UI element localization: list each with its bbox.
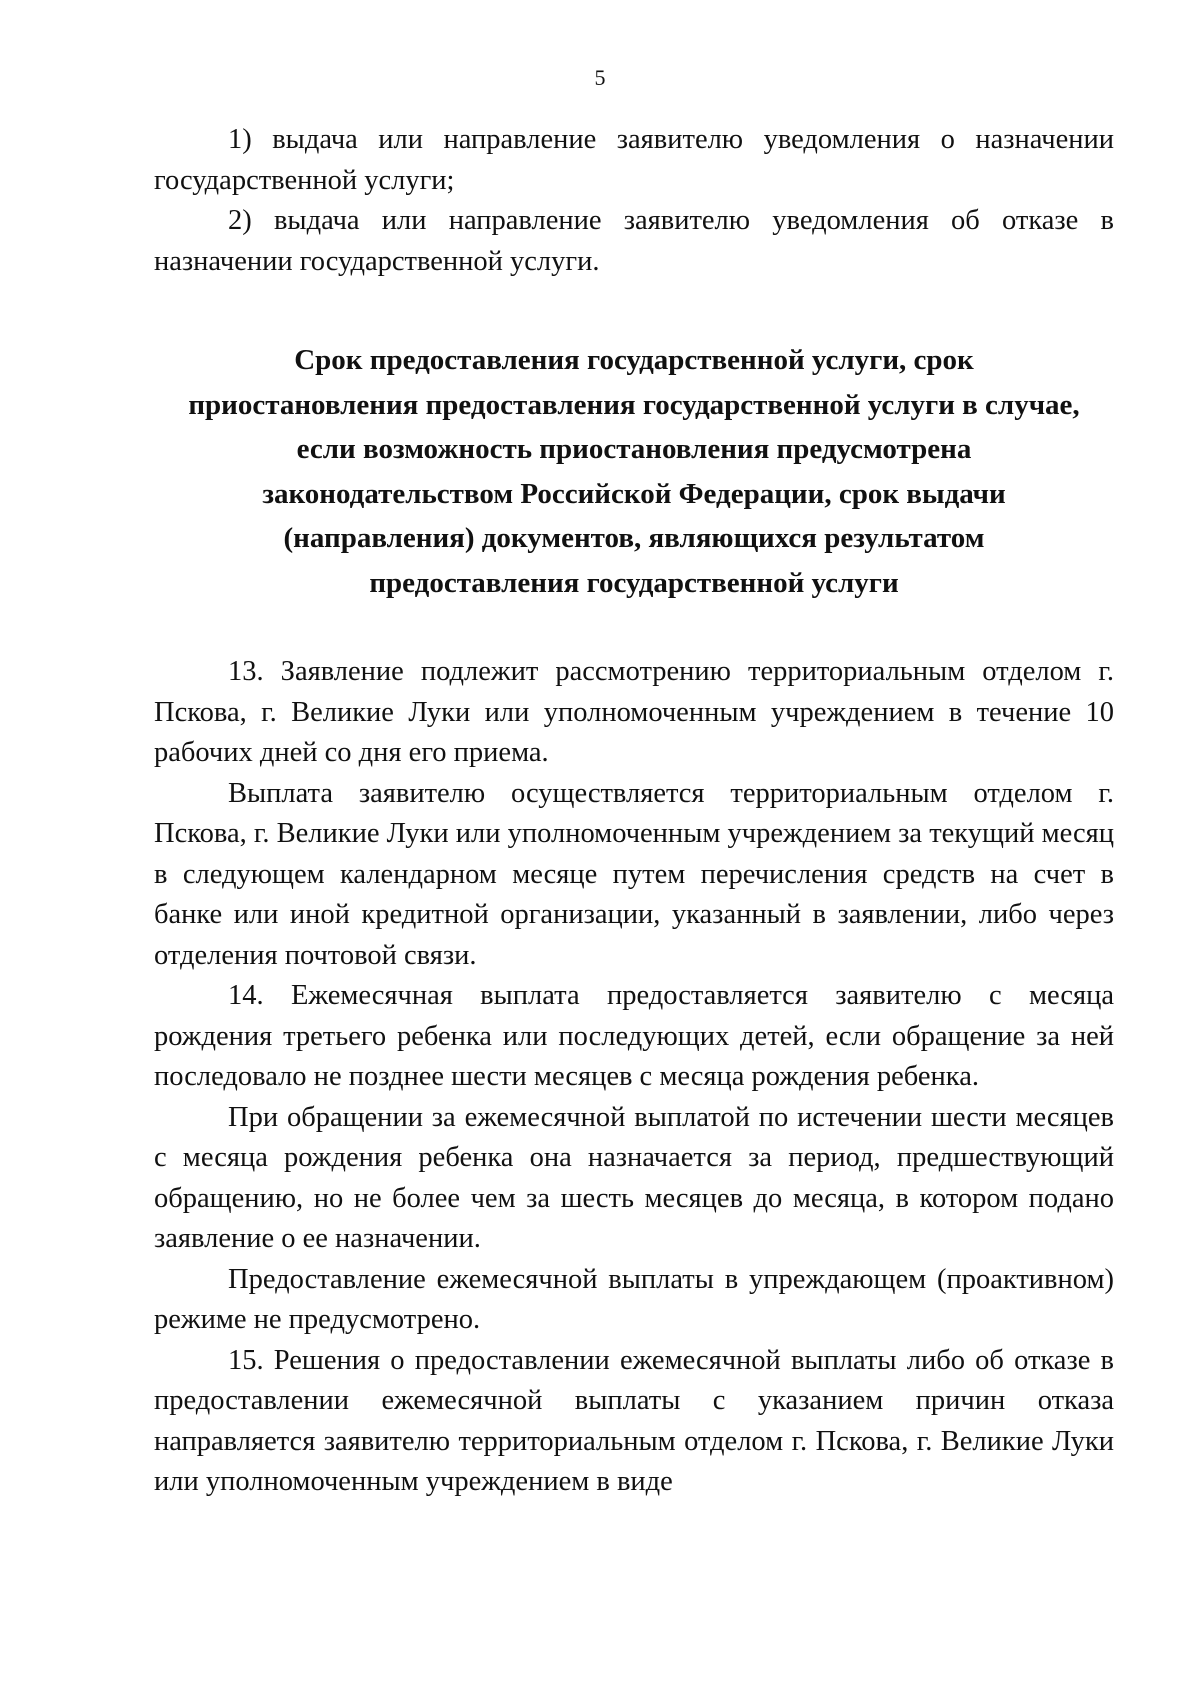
heading-line-4: законодательством Российской Федерации, срок выдачи [262, 477, 1006, 510]
heading-line-5: (направления) документов, являющихся результатом [283, 522, 985, 554]
list-item-2: 2) выдача или направление заявителю уведомления об отказе в назначении государственной услуги. [154, 205, 1114, 277]
heading-line-6: предоставления государственной услуги [369, 566, 899, 599]
page-number: 5 [594, 65, 606, 90]
paragraph-proactive-mode: Предоставление ежемесячной выплаты в упреждающем (проактивном) режиме не предусмотрено. [154, 1263, 1114, 1335]
paragraph-15: 15. Решения о предоставлении ежемесячной выплаты либо об отказе в предоставлении ежемесячной выплаты с указанием причин отказа направляется заявителю территориальным отделом г. Пскова, г. Великие Луки или уполномоченным учреждением в виде [154, 1344, 1114, 1497]
section-body [154, 652, 1114, 1503]
paragraph-late-application: При обращении за ежемесячной выплатой по истечении шести месяцев с месяца рождения ребенка она назначается за период, предшествующий обращению, но не более чем за шесть месяцев до месяца, в котором подано заявление о ее назначении. [154, 1101, 1114, 1254]
intro-list [154, 120, 1114, 282]
paragraph-14: 14. Ежемесячная выплата предоставляется заявителю с месяца рождения третьего ребенка или последующих детей, если обращение за ней последовало не позднее шести месяцев с месяца рождения ребенка. [154, 980, 1114, 1092]
list-item-1: 1) выдача или направление заявителю уведомления о назначении государственной услуги; [154, 124, 1114, 196]
paragraph-payment: Выплата заявителю осуществляется территориальным отделом г. Пскова, г. Великие Луки или уполномоченным учреждением за текущий месяц в следующем календарном месяце путем перечисления средств на счет в банке или иной кредитной организации, указанный в заявлении, либо через отделения почтовой связи. [154, 777, 1114, 971]
paragraph-13: 13. Заявление подлежит рассмотрению территориальным отделом г. Пскова, г. Великие Луки или уполномоченным учреждением в течение 10 рабочих дней со дня его приема. [154, 656, 1114, 768]
heading-line-1: Срок предоставления государственной услуги, срок [294, 344, 974, 376]
heading-line-2: приостановления предоставления государственной услуги в случае, [188, 388, 1080, 421]
heading-line-3: если возможность приостановления предусмотрена [296, 433, 972, 465]
section-heading [154, 338, 1114, 605]
